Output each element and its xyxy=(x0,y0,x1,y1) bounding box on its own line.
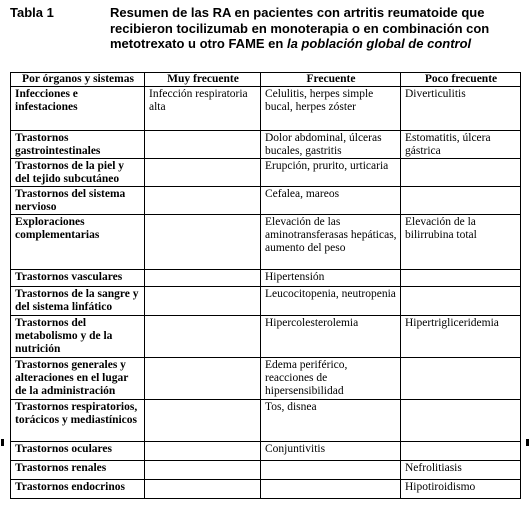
very-common-cell xyxy=(145,287,261,316)
table-row xyxy=(11,400,521,442)
uncommon-cell xyxy=(401,358,521,400)
organ-system-cell: Trastornos de la sangre y del sistema linfático xyxy=(11,287,145,316)
table-row xyxy=(11,442,521,461)
table-row xyxy=(11,187,521,215)
organ-system-cell: Trastornos vasculares xyxy=(11,270,145,287)
uncommon-cell xyxy=(401,442,521,461)
very-common-cell xyxy=(145,215,261,270)
very-common-cell xyxy=(145,480,261,499)
adverse-reactions-table xyxy=(10,72,521,499)
very-common-cell xyxy=(145,131,261,159)
common-cell: Cefalea, mareos xyxy=(261,187,401,215)
common-cell: Dolor abdominal, úlceras bucales, gastritis xyxy=(261,131,401,159)
very-common-cell xyxy=(145,461,261,480)
very-common-cell xyxy=(145,316,261,358)
uncommon-cell: Estomatitis, úlcera gástrica xyxy=(401,131,521,159)
very-common-cell xyxy=(145,270,261,287)
header-uncommon: Poco frecuente xyxy=(401,73,521,87)
uncommon-cell xyxy=(401,287,521,316)
very-common-cell: Infección respiratoria alta xyxy=(145,87,261,131)
right-margin-mark xyxy=(526,439,529,446)
uncommon-cell xyxy=(401,159,521,187)
table-title-italic: la población global de control xyxy=(286,36,472,51)
uncommon-cell: Diverticulitis xyxy=(401,87,521,131)
header-very-common: Muy frecuente xyxy=(145,73,261,87)
common-cell: Celulitis, herpes simple bucal, herpes zóster xyxy=(261,87,401,131)
organ-system-cell: Infecciones e infestaciones xyxy=(11,87,145,131)
table-row xyxy=(11,215,521,270)
organ-system-cell: Trastornos gastrointestinales xyxy=(11,131,145,159)
table-row xyxy=(11,131,521,159)
table-label: Tabla 1 xyxy=(10,5,54,20)
very-common-cell xyxy=(145,187,261,215)
very-common-cell xyxy=(145,159,261,187)
very-common-cell xyxy=(145,400,261,442)
organ-system-cell: Trastornos generales y alteraciones en el lugar de la administración xyxy=(11,358,145,400)
header-row xyxy=(11,73,521,87)
table-row xyxy=(11,358,521,400)
common-cell: Edema periférico, reacciones de hipersensibilidad xyxy=(261,358,401,400)
common-cell: Leucocitopenia, neutropenia xyxy=(261,287,401,316)
organ-system-cell: Trastornos del sistema nervioso xyxy=(11,187,145,215)
organ-system-cell: Trastornos oculares xyxy=(11,442,145,461)
table-row xyxy=(11,270,521,287)
very-common-cell xyxy=(145,442,261,461)
uncommon-cell: Hipertrigliceridemia xyxy=(401,316,521,358)
organ-system-cell: Trastornos renales xyxy=(11,461,145,480)
uncommon-cell xyxy=(401,270,521,287)
table-title xyxy=(110,5,528,52)
common-cell: Tos, disnea xyxy=(261,400,401,442)
table-row xyxy=(11,461,521,480)
table-row xyxy=(11,159,521,187)
common-cell xyxy=(261,461,401,480)
table-title-main: Resumen de las RA en pacientes con artritis reumatoide que recibieron tocilizumab en monoterapia o en combinación con metotrexato u otro FAME en xyxy=(110,5,490,51)
very-common-cell xyxy=(145,358,261,400)
common-cell: Hipertensión xyxy=(261,270,401,287)
organ-system-cell: Trastornos del metabolismo y de la nutrición xyxy=(11,316,145,358)
table-row xyxy=(11,480,521,499)
organ-system-cell: Trastornos respiratorios, torácicos y mediastínicos xyxy=(11,400,145,442)
table-row xyxy=(11,87,521,131)
organ-system-cell: Trastornos endocrinos xyxy=(11,480,145,499)
uncommon-cell xyxy=(401,400,521,442)
table-row xyxy=(11,287,521,316)
table-row xyxy=(11,316,521,358)
common-cell: Erupción, prurito, urticaria xyxy=(261,159,401,187)
common-cell: Hipercolesterolemia xyxy=(261,316,401,358)
header-common: Frecuente xyxy=(261,73,401,87)
table-caption xyxy=(10,5,525,67)
uncommon-cell: Nefrolitiasis xyxy=(401,461,521,480)
common-cell: Elevación de las aminotransferasas hepáticas, aumento del peso xyxy=(261,215,401,270)
uncommon-cell: Hipotiroidismo xyxy=(401,480,521,499)
organ-system-cell: Exploraciones complementarias xyxy=(11,215,145,270)
header-organ-system: Por órganos y sistemas xyxy=(11,73,145,87)
common-cell xyxy=(261,480,401,499)
common-cell: Conjuntivitis xyxy=(261,442,401,461)
organ-system-cell: Trastornos de la piel y del tejido subcutáneo xyxy=(11,159,145,187)
uncommon-cell: Elevación de la bilirrubina total xyxy=(401,215,521,270)
left-margin-mark xyxy=(1,439,4,446)
uncommon-cell xyxy=(401,187,521,215)
